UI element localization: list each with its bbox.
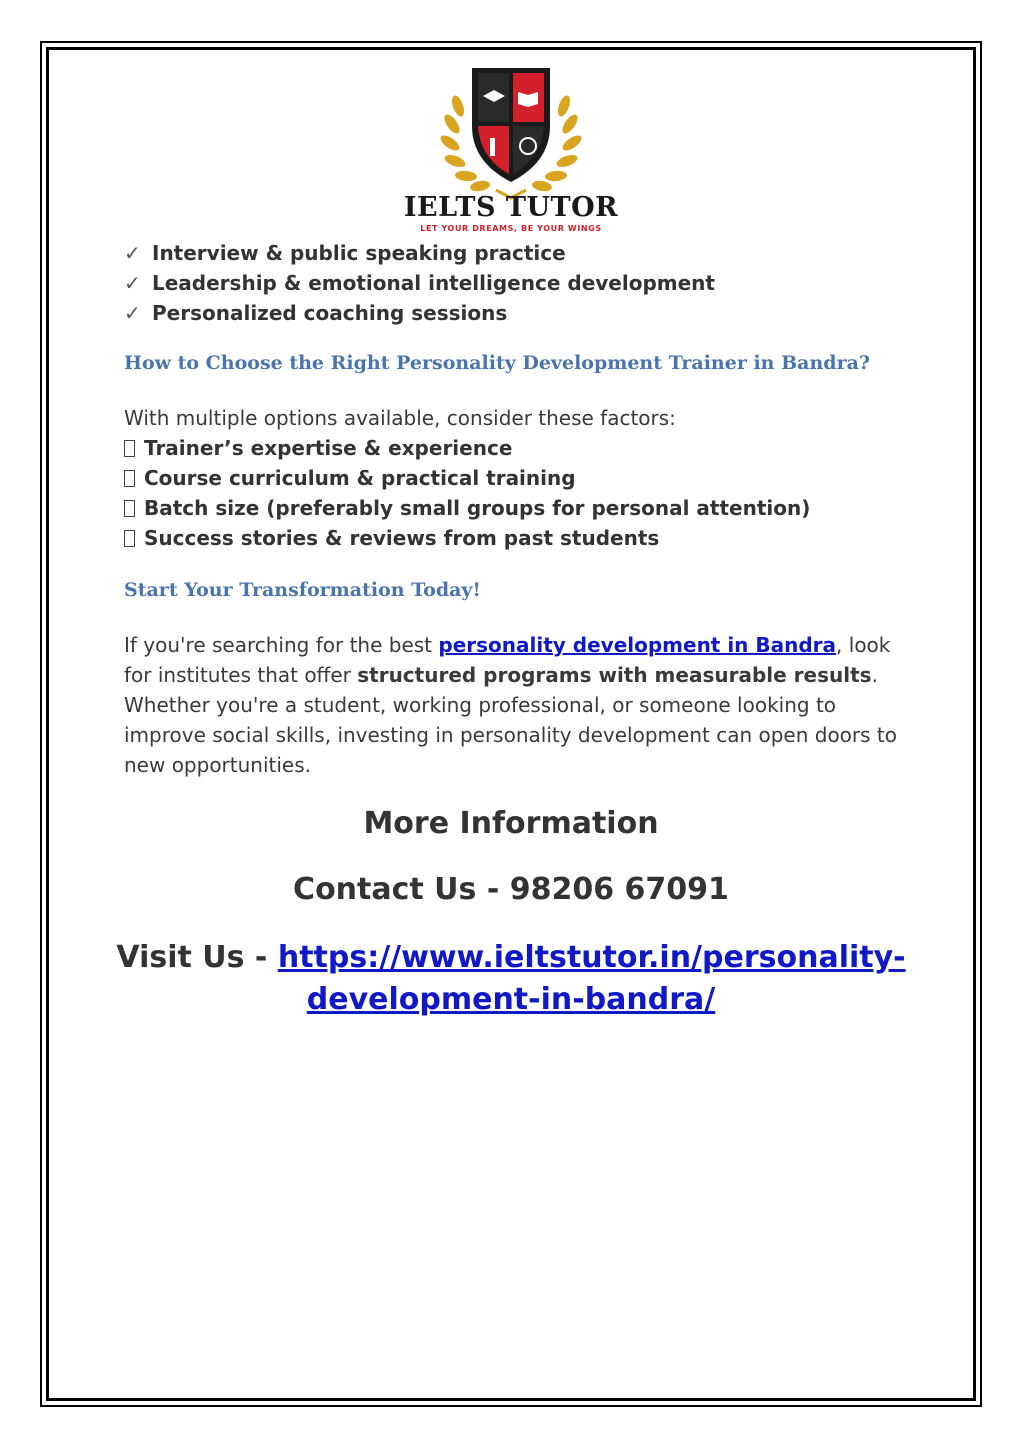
missing-glyph-icon: [124, 440, 135, 457]
website-url-link[interactable]: https://www.ieltstutor.in/personality-: [277, 940, 906, 975]
list-item: ✓ Interview & public speaking practice: [124, 238, 904, 268]
closing-paragraph: If you're searching for the best personality development in Bandra, look for institutes that offer structured programs with measurable results. Whether you're a student, working professional, or someone looking to improve social skills, investing in personality development can open doors to new opportunities.: [124, 633, 897, 777]
factors-intro: With multiple options available, consider these factors:: [124, 406, 676, 430]
visit-heading: Visit Us - https://www.ieltstutor.in/personality- development-in-bandra/: [116, 940, 906, 1017]
brand-name: IELTS TUTOR: [403, 192, 619, 223]
microscope-icon: [490, 138, 495, 156]
section-heading-start: Start Your Transformation Today!: [124, 579, 481, 601]
ielts-tutor-logo: [400, 58, 622, 238]
list-item: Success stories & reviews from past students: [124, 523, 904, 553]
missing-glyph-icon: [124, 500, 135, 517]
benefits-list: [124, 238, 904, 328]
list-item: Trainer’s expertise & experience: [124, 433, 904, 463]
check-mark-icon: ✓: [124, 271, 141, 295]
check-mark-icon: ✓: [124, 301, 141, 325]
missing-glyph-icon: [124, 530, 135, 547]
website-url-link-continued[interactable]: development-in-bandra/: [306, 982, 716, 1017]
contact-heading: Contact Us - 98206 67091: [293, 872, 729, 907]
section-heading-choose: How to Choose the Right Personality Development Trainer in Bandra?: [124, 352, 871, 374]
factors-list: [124, 433, 904, 553]
personality-development-link[interactable]: personality development in Bandra: [438, 633, 837, 657]
list-item: Batch size (preferably small groups for personal attention): [124, 493, 904, 523]
missing-glyph-icon: [124, 470, 135, 487]
list-item: Course curriculum & practical training: [124, 463, 904, 493]
bold-phrase: structured programs with measurable results: [357, 663, 872, 687]
list-item: ✓ Leadership & emotional intelligence development: [124, 268, 904, 298]
list-item: ✓ Personalized coaching sessions: [124, 298, 904, 328]
more-information-heading: More Information: [363, 806, 659, 841]
check-mark-icon: ✓: [124, 241, 141, 265]
brand-tagline: LET YOUR DREAMS, BE YOUR WINGS: [420, 224, 602, 233]
main-content: [124, 238, 904, 780]
